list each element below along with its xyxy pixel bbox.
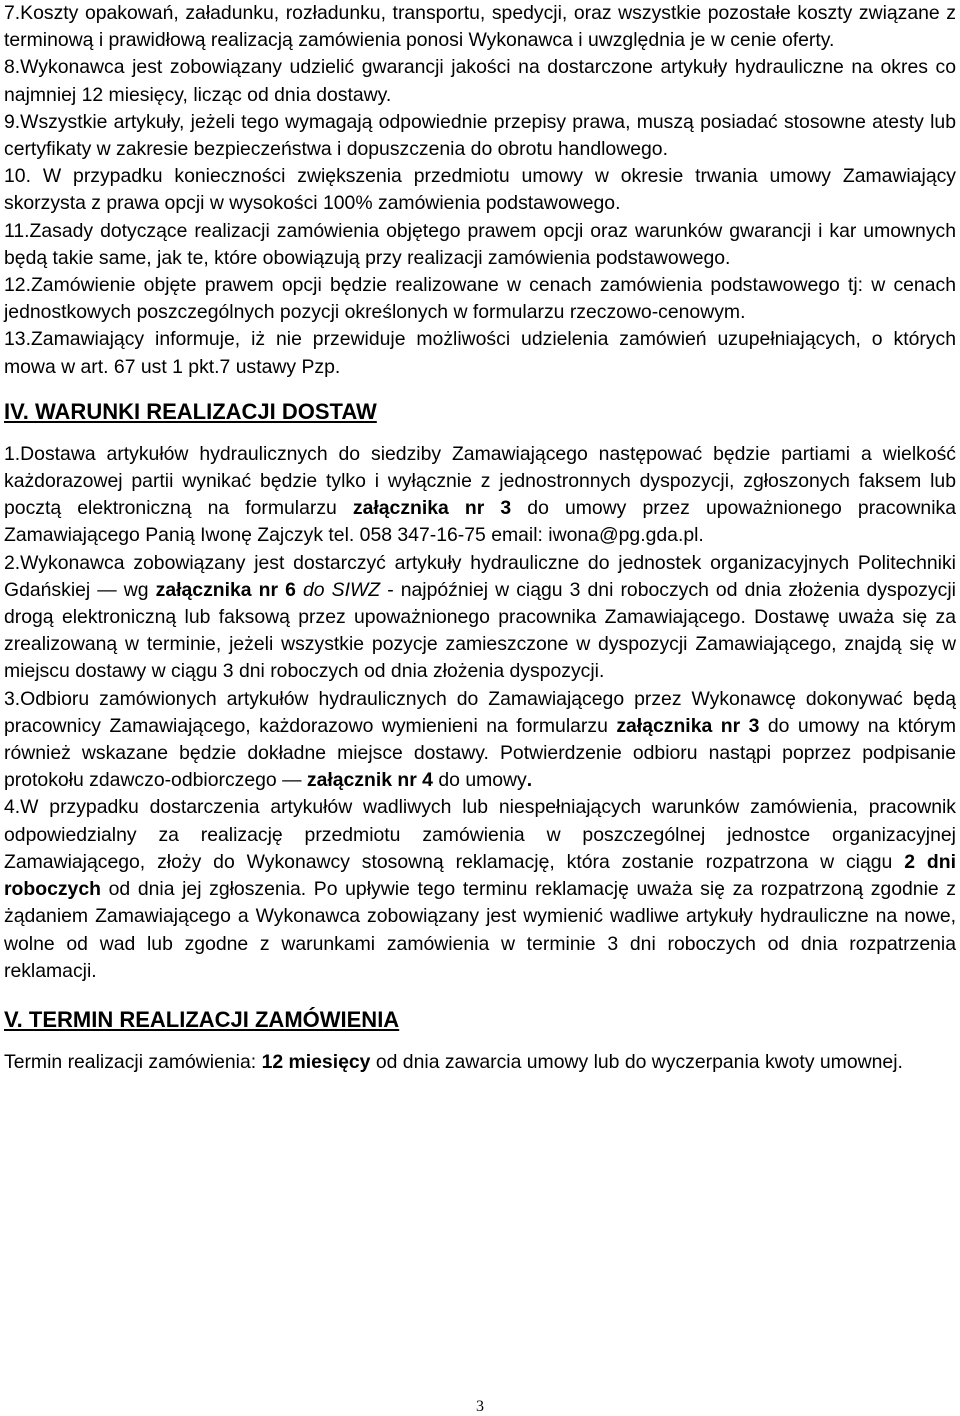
paragraph-12: 12.Zamówienie objęte prawem opcji będzie realizowane w cenach zamówienia podstawowego tj: w cenach jednostkowych poszczególnych pozycji określonych w formularzu rzeczowo-cenowym. — [4, 274, 956, 324]
bold-run: załącznik nr 4 — [306, 769, 433, 792]
bold-run: 12 miesięcy — [261, 1050, 371, 1073]
text-run: - najpóźniej w ciągu 3 dni roboczych od dnia złożenia dyspozycji drogą elektroniczną lub faksową przez upoważnionego pracownika Zamawiającego. Dostawę uważa się za zrealizowaną w terminie, jeżeli wszystkie pozycje zamieszczone w dyspozycji Zamawiającego, znajdą się w miejscu dostawy w ciągu 3 dni roboczych od dnia złożenia dyspozycji. — [4, 578, 956, 683]
page-number: 3 — [476, 1398, 484, 1415]
section4-paragraph-3 — [4, 686, 956, 795]
text-run: do umowy na którym również wskazane będzie dokładne miejsce dostawy. Potwierdzenie odbioru nastąpi poprzez podpisanie protokołu zdawczo-odbiorczego — — [4, 714, 956, 792]
bold-run: . — [526, 769, 533, 792]
paragraph-8: 8.Wykonawca jest zobowiązany udzielić gwarancji jakości na dostarczone artykuły hydrauliczne na okres co najmniej 12 miesięcy, licząc od dnia dostawy. — [4, 56, 956, 106]
text-run — [296, 579, 303, 601]
text-run: od dnia zawarcia umowy lub do wyczerpania kwoty umownej. — [370, 1050, 903, 1073]
text-run: do umowy przez upoważnionego pracownika Zamawiającego Panią Iwonę Zajczyk tel. 058 347-16-75 email: iwona@pg.gda.pl. — [4, 497, 956, 547]
text-run: 3.Odbioru zamówionych artykułów hydraulicznych do Zamawiającego przez Wykonawcę dokonywać będą pracownicy Zamawiającego, każdorazowo wymienieni na formularzu — [4, 687, 956, 737]
text-run: 1.Dostawa artykułów hydraulicznych do siedziby Zamawiającego następować będzie partiami a wielkość każdorazowej partii wynikać będzie tylko i wyłącznie z jednostronnych dyspozycji, zgłoszonych faksem lub pocztą elektroniczną na formularzu — [4, 442, 956, 520]
bold-run: załącznika nr 3 — [616, 714, 760, 737]
paragraph-7: 7.Koszty opakowań, załadunku, rozładunku, transportu, spedycji, oraz wszystkie pozostałe koszty związane z terminową i prawidłową realizacją zamówienia ponosi Wykonawca i uwzględnia je w cenie oferty. — [4, 2, 956, 52]
text-run: od dnia jej zgłoszenia. Po upływie tego terminu reklamację uważa się za rozpatrzoną zgodnie z żądaniem Zamawiającego a Wykonawca zobowiązany jest wymienić wadliwe artykuły hydrauliczne na nowe, wolne od wad lub zgodne z warunkami zamówienia w terminie 3 dni roboczych od dnia rozpatrzenia reklamacji. — [4, 878, 956, 982]
text-run: 2.Wykonawca zobowiązany jest dostarczyć artykuły hydrauliczne do jednostek organizacyjnych Politechniki Gdańskiej — wg — [4, 551, 956, 601]
section4-paragraph-2 — [4, 550, 956, 686]
paragraph-9: 9.Wszystkie artykuły, jeżeli tego wymagają odpowiednie przepisy prawa, muszą posiadać stosowne atesty lub certyfikaty w zakresie bezpieczeństwa i dopuszczenia do obrotu handlowego. — [4, 110, 956, 161]
document-page — [4, 0, 956, 1076]
text-run: 4.W przypadku dostarczenia artykułów wadliwych lub niespełniających warunków zamówienia, pracownik odpowiedzialny za realizację przedmiotu zamówienia w poszczególnej jednostce organizacyjnej Zamawiającego, złoży do Wykonawcy stosowną reklamację, która zostanie rozpatrzona w ciągu — [4, 796, 956, 873]
paragraph-11: 11.Zasady dotyczące realizacji zamówienia objętego prawem opcji oraz warunków gwarancji i kar umownych będą takie same, jak te, które obowiązują przy realizacji zamówienia podstawowego. — [4, 219, 956, 269]
bold-run: 2 dni roboczych — [4, 850, 957, 901]
bold-run: załącznika nr 3 — [352, 497, 512, 520]
paragraph-13: 13.Zamawiający informuje, iż nie przewiduje możliwości udzielenia zamówień uzupełniających, o których mowa w art. 67 ust 1 pkt.7 ustawy Pzp. — [4, 328, 956, 378]
section-heading-iv: IV. WARUNKI REALIZACJI DOSTAW — [4, 398, 377, 424]
bold-run: załącznika nr 6 — [155, 578, 296, 601]
italic-run: do SIWZ — [303, 578, 381, 601]
text-run: do umowy — [432, 769, 527, 792]
section5-paragraph-1 — [4, 1049, 956, 1076]
section4-paragraph-1 — [4, 441, 956, 550]
section4-paragraph-4 — [4, 794, 956, 984]
text-run: Termin realizacji zamówienia: — [4, 1050, 262, 1073]
paragraph-10: 10. W przypadku konieczności zwiększenia przedmiotu umowy w okresie trwania umowy Zamawiający skorzysta z prawa opcji w wysokości 100% zamówienia podstawowego. — [4, 165, 956, 215]
section-heading-v: V. TERMIN REALIZACJI ZAMÓWIENIA — [4, 1006, 400, 1032]
